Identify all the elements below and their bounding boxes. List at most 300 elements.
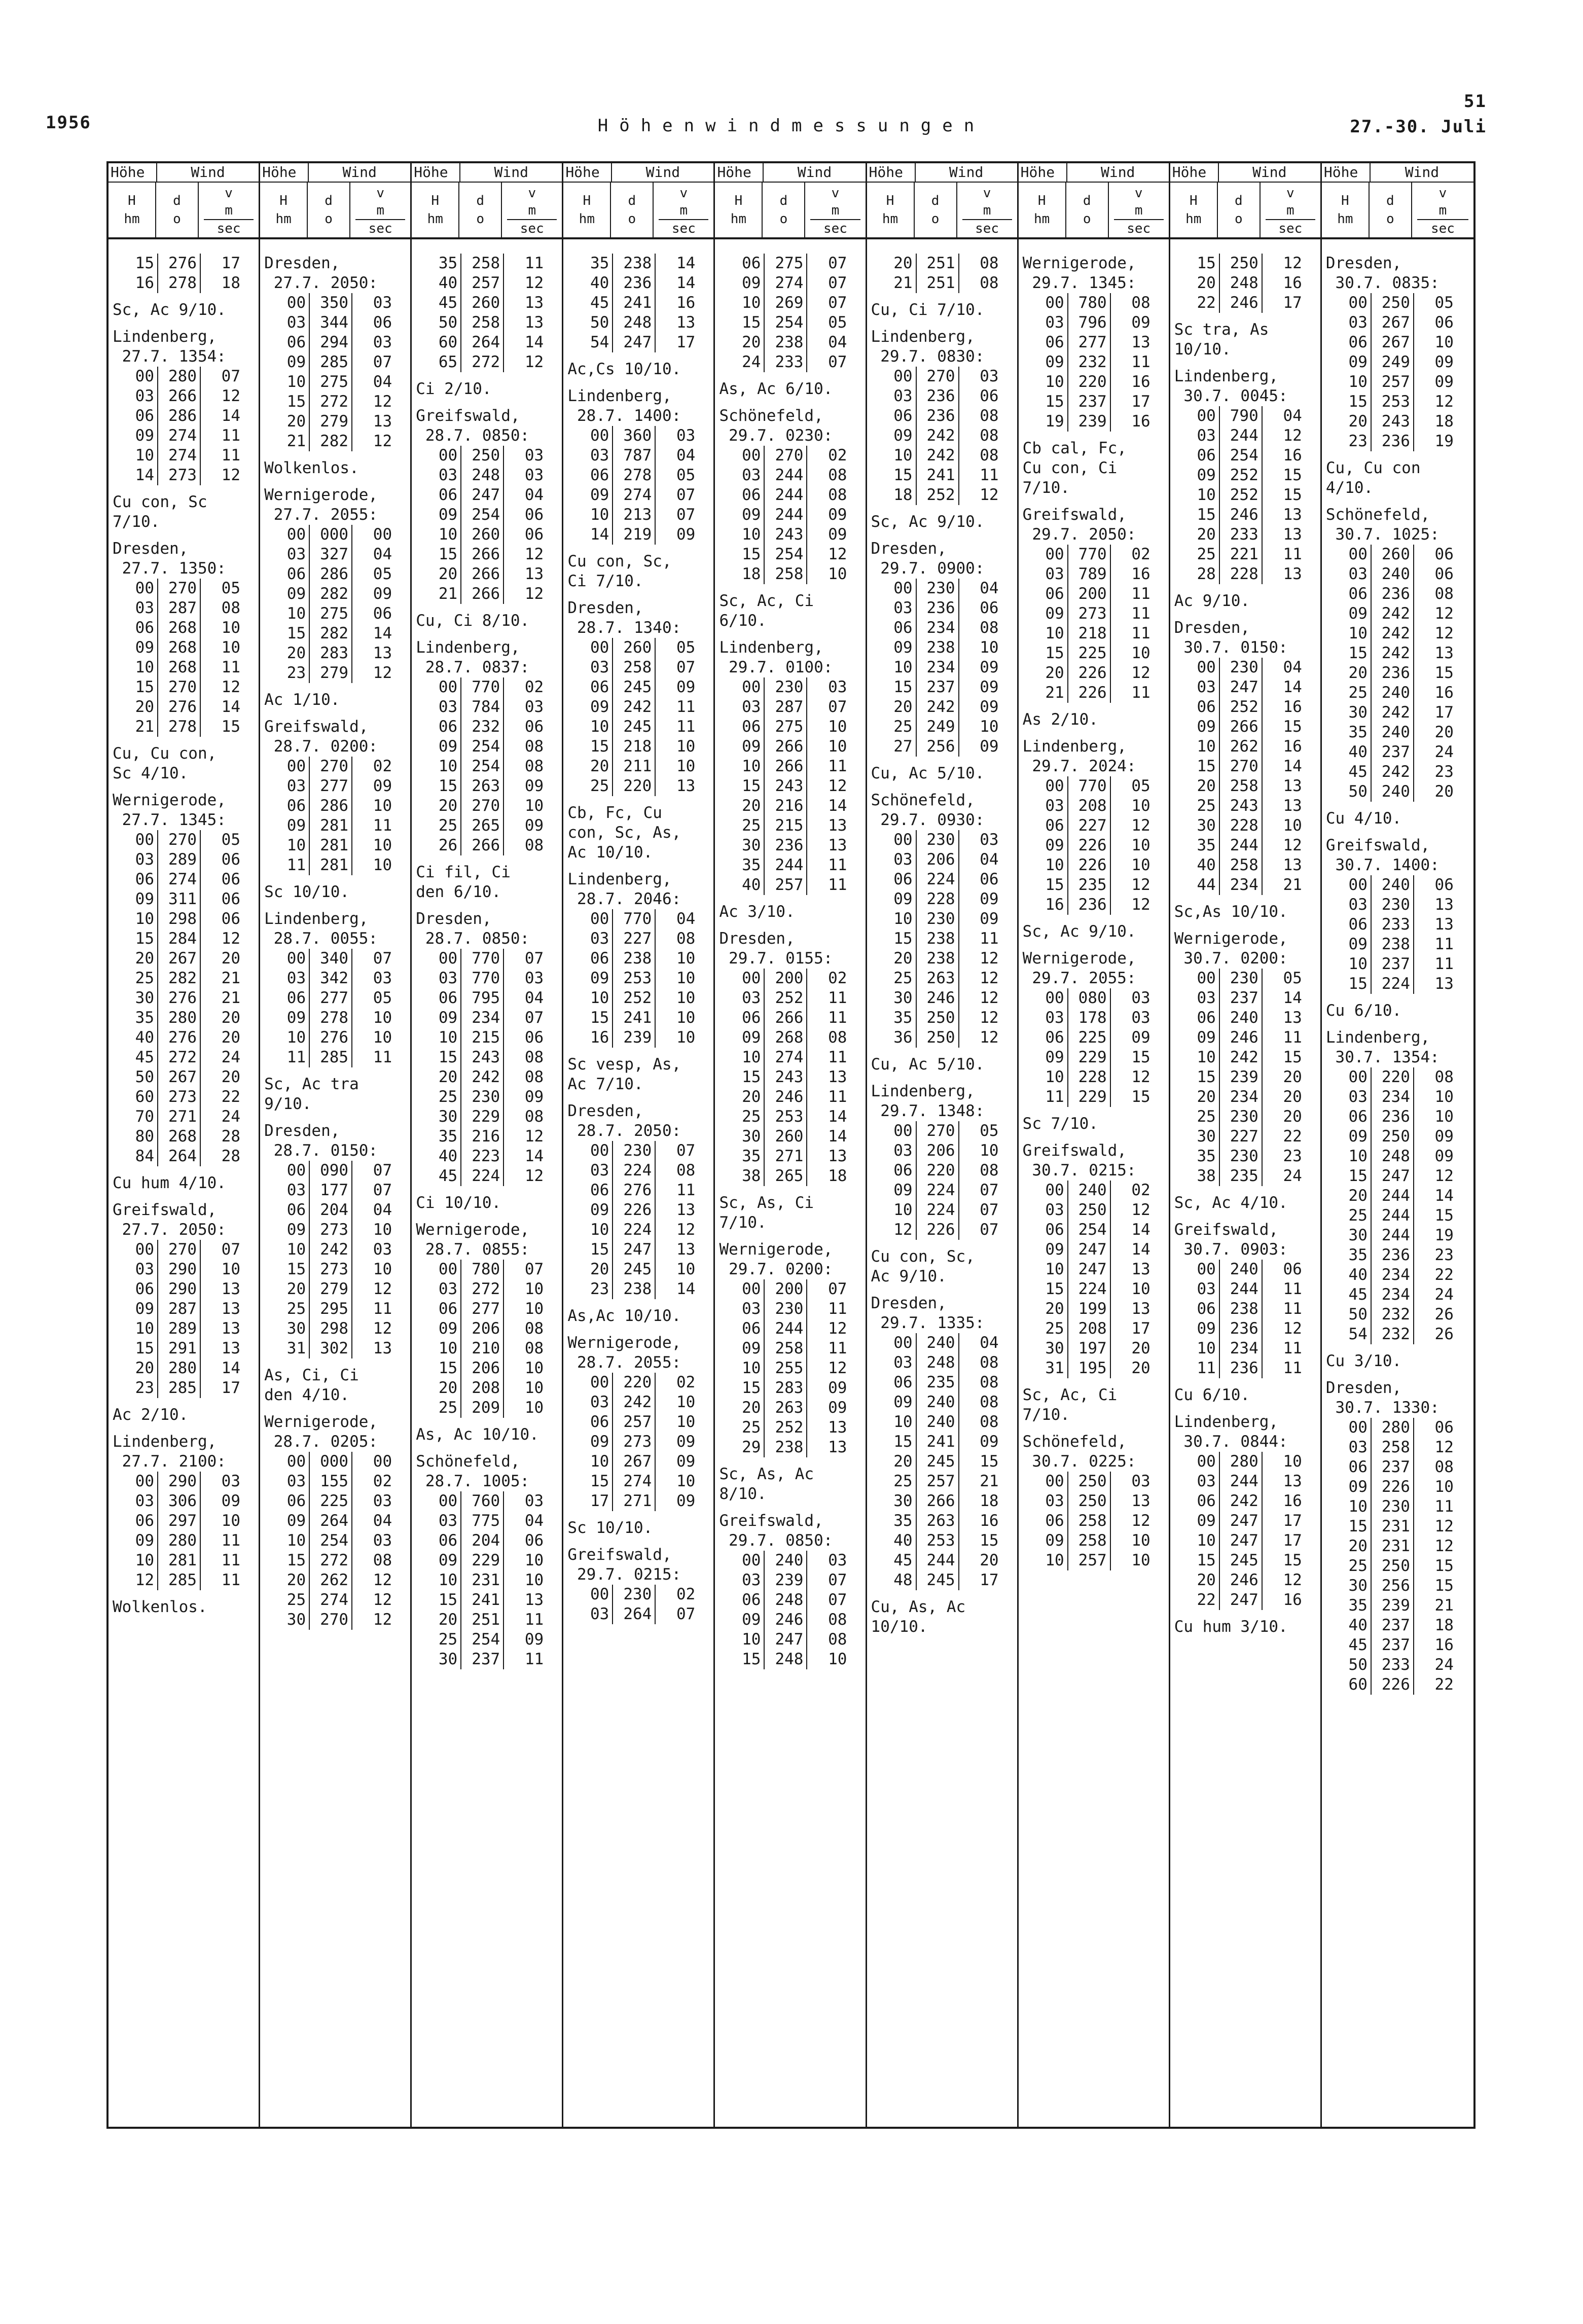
height-value: 06 [569,949,613,969]
direction-value: 254 [310,1531,352,1551]
height-value: 25 [1328,683,1372,703]
direction-value: 237 [1068,392,1111,412]
direction-value: 256 [917,737,959,757]
speed-value: 04 [980,1334,999,1352]
hoehe-label: Höhe [109,163,157,182]
speed-value: 10 [524,1399,544,1417]
direction-value: 234 [461,1008,504,1028]
direction-value: 270 [917,367,959,386]
speed-value: 07 [524,949,544,968]
speed-value: 18 [828,1167,847,1185]
speed-value: 06 [524,525,544,544]
speed-value: 12 [524,353,544,371]
height-value: 09 [569,1432,613,1452]
hoehe-label: Höhe [715,163,764,182]
speed-value: 20 [1283,1088,1302,1106]
cloud-note: As, Ci, Ci den 4/10. [264,1366,359,1404]
height-value: 09 [418,1319,461,1339]
speed-value: 05 [1283,969,1302,987]
speed-value: 13 [828,816,847,835]
direction-value: 276 [613,1181,656,1200]
height-value: 10 [721,525,765,545]
speed-value: 09 [524,777,544,795]
height-value: 10 [1176,1048,1220,1067]
height-value: 15 [115,254,158,273]
cloud-note-block [264,882,407,902]
speed-value: 20 [221,1009,240,1027]
height-value: 40 [721,875,765,895]
height-value: 10 [569,1452,613,1472]
station-block [264,254,407,451]
height-value: 09 [721,1610,765,1630]
height-value: 09 [873,638,917,658]
height-value: 09 [115,426,158,446]
direction-value: 000 [310,1452,352,1472]
station-label: Wernigerode, 29.7. 0200: [719,1240,833,1278]
direction-value: 770 [461,969,504,988]
speed-value: 12 [828,1319,847,1338]
speed-value: 07 [676,1141,696,1160]
speed-value: 08 [524,1048,544,1066]
measurement-rows [1328,875,1470,994]
direction-value: 241 [917,1432,959,1452]
measurement-rows [115,1240,256,1398]
height-value: 35 [873,1511,917,1531]
direction-value: 232 [1372,1325,1414,1344]
cloud-note-block [1174,902,1317,922]
height-unit: H hm [412,183,459,238]
speed-value: 07 [676,506,696,524]
station-label: Lindenberg, 28.7. 0055: [264,910,378,948]
direction-value: 236 [1372,432,1414,451]
speed-value: 15 [1283,718,1302,736]
height-value: 10 [115,446,158,466]
direction-unit: d o [1066,183,1109,238]
direction-value: 342 [310,969,352,988]
speed-value: 12 [221,929,240,948]
height-value: 40 [115,1028,158,1048]
height-value: 10 [873,1412,917,1432]
speed-value: 10 [676,1028,696,1047]
height-value: 06 [873,406,917,426]
direction-value: 266 [765,1008,807,1028]
height-value: 15 [569,1472,613,1491]
table-column-7 [1019,163,1170,2127]
speed-value: 13 [676,1240,696,1259]
height-value: 06 [418,988,461,1008]
direction-value: 197 [1068,1339,1111,1358]
direction-value: 225 [1068,643,1111,663]
station-block [1326,254,1470,451]
speed-value: 16 [1283,737,1302,756]
height-value: 45 [1328,1635,1372,1655]
direction-value: 230 [1372,895,1414,915]
speed-value: 16 [1283,698,1302,716]
direction-value: 248 [765,1590,807,1610]
direction-value: 240 [917,1412,959,1432]
speed-value: 16 [1434,684,1454,702]
direction-value: 237 [1372,1457,1414,1477]
direction-value: 155 [310,1472,352,1491]
cloud-note-block [264,1075,407,1114]
height-value: 10 [266,1531,310,1551]
height-value: 14 [115,466,158,485]
height-value: 00 [873,367,917,386]
direction-value: 229 [1068,1048,1111,1067]
height-value: 03 [569,658,613,677]
height-value: 45 [418,1166,461,1186]
direction-value: 281 [310,836,352,855]
direction-value: 238 [765,333,807,352]
measurement-rows [569,254,710,352]
speed-value: 12 [1434,1167,1454,1185]
station-block [113,327,256,485]
speed-unit: v m sec [805,183,865,238]
speed-value: 05 [676,638,696,657]
direction-value: 233 [765,352,807,372]
height-value: 20 [721,796,765,816]
cloud-note-block [1326,809,1470,829]
speed-value: 10 [1131,1531,1150,1550]
speed-value: 10 [676,1260,696,1278]
direction-value: 238 [613,1279,656,1299]
station-block [567,598,710,796]
direction-value: 287 [765,697,807,717]
speed-value: 07 [524,1260,544,1278]
station-label: Dresden, 29.7. 1335: [871,1294,985,1332]
height-value: 00 [1328,293,1372,313]
station-block [1023,1141,1166,1378]
cloud-note: Cu, Ac 5/10. [871,764,985,782]
speed-value: 14 [1283,989,1302,1007]
speed-value: 09 [980,678,999,696]
speed-value: 10 [373,1260,392,1278]
speed-value: 10 [221,619,240,637]
height-value: 00 [1328,1067,1372,1087]
measurement-rows [418,254,559,372]
direction-value: 242 [613,1392,656,1412]
height-value: 09 [115,638,158,658]
speed-value: 23 [1434,763,1454,781]
speed-value: 03 [524,698,544,716]
speed-value: 10 [221,638,240,657]
direction-value: 267 [1372,333,1414,352]
station-block [871,1082,1014,1240]
speed-value: 10 [1283,816,1302,835]
station-block [416,1220,559,1418]
direction-value: 230 [461,1087,504,1107]
direction-value: 228 [1220,564,1263,584]
direction-value: 208 [1068,1319,1111,1339]
cloud-note-block [871,764,1014,783]
direction-value: 265 [461,816,504,836]
speed-value: 00 [373,525,392,544]
height-value: 00 [569,638,613,658]
speed-value: 16 [980,1512,999,1530]
station-block [1023,949,1166,1107]
speed-value: 13 [524,313,544,332]
speed-value: 13 [1434,644,1454,662]
direction-value: 224 [613,1220,656,1240]
direction-value: 268 [158,638,201,658]
speed-value: 10 [676,1393,696,1411]
speed-value: 26 [1434,1325,1454,1343]
direction-value: 248 [613,313,656,333]
direction-value: 234 [1220,1087,1263,1107]
speed-value: 12 [828,777,847,795]
height-value: 06 [115,618,158,638]
height-value: 80 [115,1127,158,1147]
direction-value: 274 [765,1048,807,1067]
speed-value: 09 [1131,313,1150,332]
measurement-rows [873,579,1014,757]
direction-value: 297 [158,1511,201,1531]
hoehe-label: Höhe [1322,163,1371,182]
direction-value: 280 [1220,1452,1263,1472]
cloud-note-block [1174,320,1317,360]
cloud-note: Ac,Cs 10/10. [567,360,681,378]
direction-value: 280 [158,1008,201,1028]
height-value: 40 [1328,1616,1372,1635]
height-unit: H hm [867,183,915,238]
direction-value: 232 [461,717,504,737]
speed-value: 07 [373,949,392,968]
direction-value: 276 [158,697,201,717]
speed-value: 18 [980,1492,999,1510]
speed-value: 11 [828,1088,847,1106]
direction-value: 789 [1068,564,1111,584]
direction-value: 240 [1372,782,1414,802]
direction-value: 350 [310,293,352,313]
direction-value: 258 [461,313,504,333]
station-label: Schönefeld, 29.7. 0230: [719,407,833,445]
speed-value: 11 [828,989,847,1007]
height-value: 50 [115,1067,158,1087]
direction-value: 233 [1220,525,1263,545]
height-value: 00 [1328,1418,1372,1438]
station-label: Lindenberg, 27.7. 1354: [113,328,226,366]
direction-value: 270 [461,796,504,816]
speed-value: 14 [1434,1187,1454,1205]
direction-value: 254 [461,505,504,525]
speed-value: 10 [1131,1280,1150,1298]
direction-value: 266 [917,1491,959,1511]
direction-value: 208 [1068,796,1111,816]
speed-value: 11 [1283,1359,1302,1377]
height-value: 00 [266,757,310,776]
height-value: 15 [721,776,765,796]
height-value: 03 [1328,564,1372,584]
direction-unit: d o [156,183,199,238]
cloud-note: Wolkenlos. [113,1598,207,1616]
height-value: 15 [1176,757,1220,776]
height-value: 60 [418,333,461,352]
measurement-rows [266,757,407,875]
speed-value: 08 [980,1413,999,1431]
measurement-rows [1025,988,1166,1107]
cloud-note: Sc tra, As 10/10. [1174,320,1269,359]
speed-value: 02 [1131,1181,1150,1199]
speed-value: 06 [1434,876,1454,894]
speed-value: 16 [1131,412,1150,431]
height-value: 15 [721,313,765,333]
direction-value: 223 [461,1147,504,1166]
height-value: 40 [1328,742,1372,762]
speed-value: 10 [524,1379,544,1397]
cloud-note: Sc, Ac 9/10. [1022,922,1136,941]
speed-value: 21 [221,969,240,987]
direction-unit: d o [611,183,654,238]
height-value: 48 [873,1570,917,1590]
direction-value: 238 [917,949,959,969]
height-value: 06 [266,1491,310,1511]
speed-value: 12 [1434,604,1454,623]
height-value: 25 [873,1472,917,1491]
direction-value: 240 [1372,875,1414,895]
speed-value: 20 [221,1068,240,1086]
speed-value: 12 [373,432,392,450]
speed-unit: v m sec [1412,183,1473,238]
direction-value: 220 [613,1373,656,1392]
direction-value: 272 [310,392,352,412]
height-value: 18 [721,564,765,584]
speed-value: 12 [1283,1319,1302,1338]
speed-value: 03 [1131,989,1150,1007]
speed-value: 08 [1131,294,1150,312]
height-value: 00 [1328,875,1372,895]
measurement-rows [1328,1067,1470,1344]
height-value: 10 [721,1048,765,1067]
height-value: 20 [1328,1536,1372,1556]
height-value: 21 [266,432,310,451]
height-value: 25 [1176,545,1220,564]
height-value: 06 [266,1200,310,1220]
cloud-note: Sc,As 10/10. [1174,903,1288,921]
speed-value: 13 [221,1319,240,1338]
direction-value: 236 [917,598,959,618]
speed-value: 03 [373,969,392,987]
speed-value: 20 [1283,1107,1302,1126]
speed-value: 16 [1283,446,1302,464]
measurement-rows [266,949,407,1067]
speed-value: 07 [828,274,847,292]
speed-value: 13 [1131,1300,1150,1318]
speed-value: 02 [1131,545,1150,563]
station-block [871,1294,1014,1590]
height-value: 03 [569,929,613,949]
column-header [867,163,1017,239]
direction-value: 244 [765,855,807,875]
direction-value: 279 [310,1279,352,1299]
height-value: 03 [418,1279,461,1299]
measurement-rows [873,830,1014,1048]
direction-value: 278 [158,273,201,293]
height-value: 09 [1176,717,1220,737]
direction-value: 228 [1220,816,1263,836]
direction-value: 226 [1068,855,1111,875]
direction-value: 286 [158,406,201,426]
height-value: 20 [873,949,917,969]
direction-value: 273 [158,1087,201,1107]
height-value: 00 [266,1161,310,1181]
hoehe-label: Höhe [1019,163,1067,182]
direction-value: 230 [765,1299,807,1319]
speed-value: 17 [1283,294,1302,312]
speed-value: 10 [676,757,696,775]
direction-value: 253 [917,1531,959,1551]
measurement-rows [1176,658,1317,895]
height-value: 10 [1025,1067,1068,1087]
direction-value: 254 [461,737,504,757]
measurement-rows [721,677,862,895]
direction-value: 264 [158,1147,201,1166]
station-label: Greifswald, 29.7. 2050: [1022,506,1136,544]
height-value: 09 [266,1008,310,1028]
speed-value: 24 [221,1048,240,1066]
speed-value: 03 [676,426,696,445]
station-label: Schönefeld, 30.7. 0225: [1022,1433,1136,1471]
station-label: Greifswald, 30.7. 1400: [1325,836,1440,874]
station-block [1174,1220,1317,1378]
height-value: 54 [1328,1325,1372,1344]
data-block [567,254,710,352]
speed-value: 08 [980,1161,999,1179]
height-value: 00 [115,1472,158,1491]
speed-value: 18 [221,274,240,292]
height-value: 20 [115,697,158,717]
height-value: 03 [873,1353,917,1373]
direction-value: 236 [1372,1245,1414,1265]
height-value: 09 [1025,1531,1068,1551]
direction-value: 244 [1220,426,1263,446]
direction-value: 236 [1372,584,1414,604]
speed-value: 15 [1434,1206,1454,1225]
direction-value: 206 [917,1141,959,1161]
height-value: 25 [418,816,461,836]
height-value: 15 [418,1590,461,1610]
height-value: 06 [115,1511,158,1531]
height-value: 10 [266,1028,310,1048]
measurement-rows [569,1141,710,1299]
direction-value: 247 [1372,1166,1414,1186]
height-value: 50 [1328,1655,1372,1675]
speed-value: 11 [524,1650,544,1668]
height-value: 06 [418,485,461,505]
station-block [871,327,1014,505]
direction-value: 234 [917,658,959,677]
column-header [1019,163,1169,239]
station-label: Wernigerode, 28.7. 0205: [264,1413,378,1451]
direction-value: 244 [765,485,807,505]
height-value: 15 [1025,1279,1068,1299]
cloud-note-block [416,379,559,399]
height-value: 03 [721,466,765,485]
station-block [871,539,1014,757]
height-value: 10 [418,757,461,776]
wind-label: Wind [1405,164,1440,181]
measurement-rows [873,1333,1014,1590]
direction-value: 267 [158,1067,201,1087]
direction-value: 285 [310,1048,352,1067]
measurement-rows [1328,1418,1470,1695]
direction-value: 257 [461,273,504,293]
height-value: 23 [115,1378,158,1398]
direction-value: 274 [158,446,201,466]
measurement-rows [569,1373,710,1511]
direction-value: 238 [917,638,959,658]
height-value: 35 [873,1008,917,1028]
station-block [1326,1378,1470,1695]
